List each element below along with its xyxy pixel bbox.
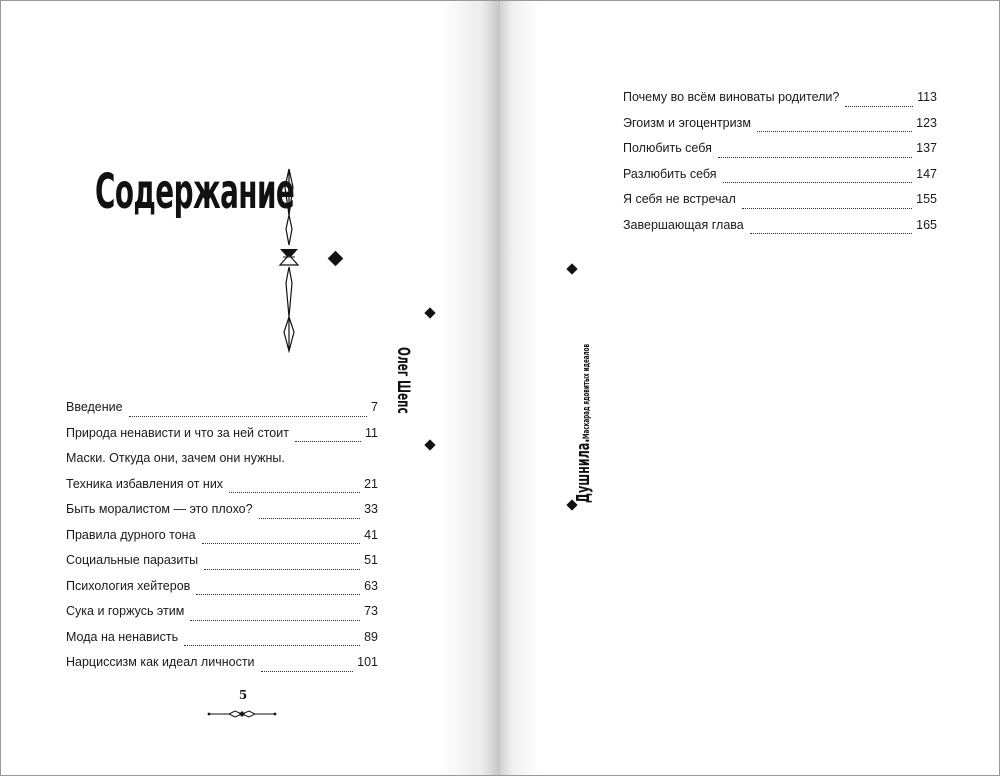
toc-item[interactable]: Социальные паразиты 51 [66,553,378,579]
toc-list-left [66,400,378,681]
vertical-ornament-icon [277,167,301,353]
diamond-ornament-icon [424,307,435,318]
page-number: 5 [238,688,248,702]
running-head-author: Олег Шепс [393,347,413,414]
toc-list-right [623,90,937,243]
gutter-shadow-right [500,1,540,775]
toc-item[interactable]: Введение 7 [66,400,378,426]
running-head-title-sub: Маскарад ядовитых идеалов [582,344,592,439]
diamond-ornament-icon [328,251,344,267]
page-title: Содержание [95,164,295,220]
toc-item[interactable]: Разлюбить себя 147 [623,167,937,193]
toc-item[interactable]: Нарциссизм как идеал личности 101 [66,655,378,681]
running-head-title [573,286,594,503]
toc-item[interactable]: Сука и горжусь этим 73 [66,604,378,630]
toc-item[interactable]: Правила дурного тона 41 [66,528,378,554]
left-page [1,1,500,775]
footer-ornament-icon [207,708,277,720]
toc-item[interactable]: Техника избавления от них 21 [66,477,378,503]
toc-item[interactable]: Завершающая глава 165 [623,218,937,244]
toc-item[interactable]: Полюбить себя 137 [623,141,937,167]
toc-item[interactable]: Эгоизм и эгоцентризм 123 [623,116,937,142]
toc-item[interactable]: Мода на ненависть 89 [66,630,378,656]
toc-item[interactable]: Природа ненависти и что за ней стоит 11 [66,426,378,452]
diamond-ornament-icon [424,439,435,450]
gutter-shadow-left [440,1,500,775]
toc-item[interactable]: Маски. Откуда они, зачем они нужны. [66,451,285,465]
toc-item[interactable]: Быть моралистом — это плохо? 33 [66,502,378,528]
toc-item[interactable]: Психология хейтеров 63 [66,579,378,605]
toc-item[interactable]: Я себя не встречал 155 [623,192,937,218]
running-head-title-main: Душнила. [573,438,594,503]
toc-item[interactable]: Почему во всём виноваты родители? 113 [623,90,937,116]
